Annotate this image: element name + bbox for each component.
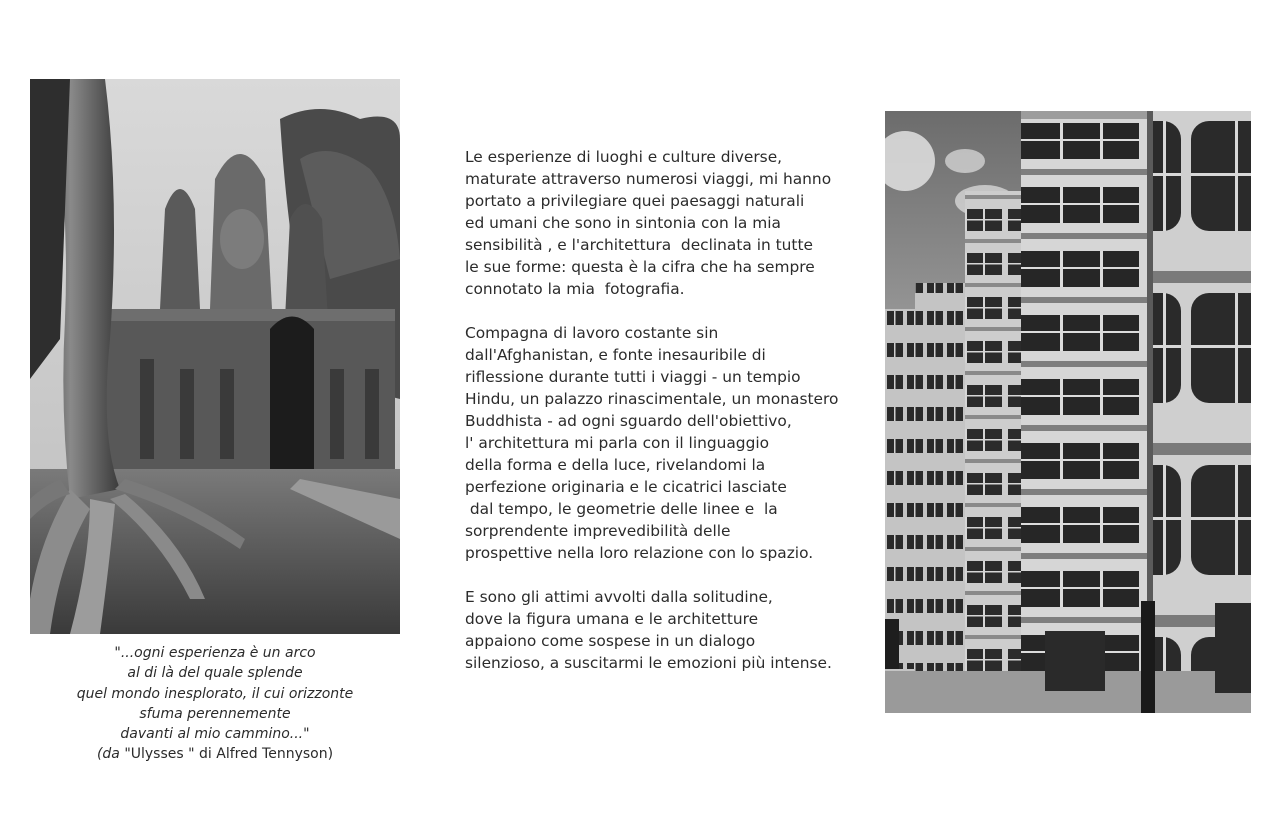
paragraph-2 <box>465 322 865 564</box>
text-line: portato a privilegiare quei paesaggi naturali <box>465 192 805 210</box>
text-line: silenzioso, a suscitarmi le emozioni più intense. <box>465 654 832 672</box>
building-illustration <box>885 111 1251 713</box>
attribution-source: "Ulysses " di Alfred Tennyson) <box>119 746 334 763</box>
text-line: appaiono come sospese in un dialogo <box>465 632 756 650</box>
text-line: sensibilità , e l'architettura declinata in tutte <box>465 236 813 254</box>
building-photo <box>885 111 1251 713</box>
temple-illustration <box>30 79 400 634</box>
quote-caption <box>30 643 400 765</box>
text-line: Compagna di lavoro costante sin <box>465 324 719 342</box>
main-text <box>465 146 865 696</box>
attribution-prefix: (da <box>96 746 120 763</box>
text-line: ed umani che sono in sintonia con la mia <box>465 214 781 232</box>
text-line: riflessione durante tutti i viaggi - un tempio <box>465 368 801 386</box>
text-line: della forma e della luce, rivelandomi la <box>465 456 766 474</box>
text-line: le sue forme: questa è la cifra che ha sempre <box>465 258 815 276</box>
caption-line: davanti al mio cammino..." <box>120 726 310 743</box>
paragraph-3 <box>465 586 865 674</box>
text-line: Le esperienze di luoghi e culture diverse, <box>465 148 783 166</box>
text-line: E sono gli attimi avvolti dalla solitudine, <box>465 588 773 606</box>
text-line: dal tempo, le geometrie delle linee e la <box>465 500 778 518</box>
text-line: connotato la mia fotografia. <box>465 280 685 298</box>
text-line: sorprendente imprevedibilità delle <box>465 522 731 540</box>
caption-line: sfuma perennemente <box>139 705 291 722</box>
caption-attribution <box>30 744 400 764</box>
text-line: maturate attraverso numerosi viaggi, mi hanno <box>465 170 832 188</box>
caption-line: quel mondo inesplorato, il cui orizzonte <box>76 685 354 702</box>
text-line: prospettive nella loro relazione con lo spazio. <box>465 544 814 562</box>
caption-line: al di là del quale splende <box>127 665 303 682</box>
paragraph-1 <box>465 146 865 300</box>
caption-line: "...ogni esperienza è un arco <box>114 645 316 661</box>
text-line: perfezione originaria e le cicatrici lasciate <box>465 478 787 496</box>
text-line: Buddhista - ad ogni sguardo dell'obiettivo, <box>465 412 792 430</box>
text-line: l' architettura mi parla con il linguaggio <box>465 434 770 452</box>
temple-photo <box>30 79 400 634</box>
text-line: dall'Afghanistan, e fonte inesauribile di <box>465 346 766 364</box>
text-line: dove la figura umana e le architetture <box>465 610 759 628</box>
text-line: Hindu, un palazzo rinascimentale, un monastero <box>465 390 839 408</box>
